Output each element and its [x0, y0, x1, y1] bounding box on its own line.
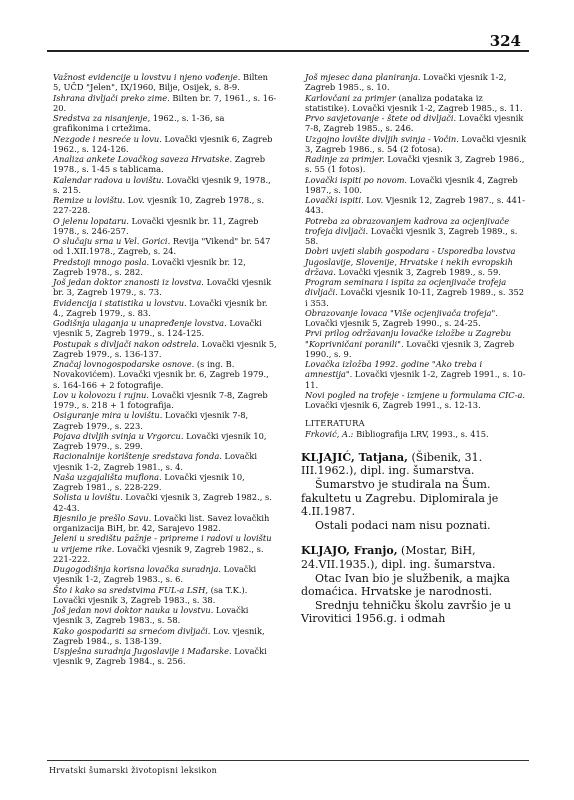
bibliography-entry — [49, 605, 277, 626]
entry-title: Nezgode i nesreće u lovu. — [53, 133, 162, 144]
page-number: 324 — [489, 32, 521, 50]
entry-title: Još mjesec dana planiranja. — [305, 72, 421, 82]
entry-source: Zagreb 1978., s. 1-45 s tablicama. — [53, 154, 266, 175]
bibliography-entry — [49, 93, 277, 114]
entry-title: Racionalnije korištenje sredstava fonda. — [53, 451, 222, 462]
entry-source: Lovački vjesnik 7-8, Zagreb 1979., s. 218 + 1 fotografija. — [53, 389, 268, 410]
entry-source: Lovački vjesnik 3, Zagreb 1986., s. 55 (1 fotos). — [305, 154, 525, 175]
bibliography-entry — [301, 246, 529, 277]
entry-title: Važnost evidencije u lovstvu i njeno vođenje. — [53, 72, 241, 82]
entry-source: Lov. vjesnik 10, Zagreb 1978., s. 227-228. — [53, 195, 264, 216]
entry-title: Radinje za primjer. — [305, 154, 385, 164]
entry-title: Postupak s divljači nakon odstrela. — [53, 338, 200, 349]
entry-title: Lovačka izložba 1992. godine "Ako treba i amnestija". — [305, 359, 483, 380]
bio-name: KLJAJO, Franjo, — [301, 544, 398, 558]
literature-author: Frković, A.: — [305, 428, 354, 439]
bibliography-entry — [49, 175, 277, 196]
entry-source: Lovački vjesnik br. 3, Zagreb 1979., s. 73. — [53, 277, 272, 298]
right-column — [301, 72, 529, 626]
entry-title: Karlovčani za primjer — [305, 92, 396, 103]
entry-title: Prvo savjetovanje - štete od divljači. — [305, 113, 457, 123]
entry-source: Lovački vjesnik 3, Zagreb 1982., s. 42-43. — [53, 492, 272, 513]
bibliography-entry — [49, 564, 277, 585]
entry-source: Lovački vjesnik 7-8, Zagreb 1985., s. 246. — [305, 113, 524, 134]
bibliography-entry — [301, 277, 529, 308]
entry-source: (s ing. B. Novakovićem). Lovački vjesnik br. 6, Zagreb 1979., s. 164-166 + 2 fotografije. — [53, 359, 269, 390]
bibliography-entry — [49, 216, 277, 237]
bibliography-entry — [301, 154, 529, 175]
bibliography-entry — [49, 513, 277, 534]
bibliography-entry — [301, 134, 529, 155]
entry-title: Godišnja ulaganja u unapređenje lovstva. — [53, 318, 227, 328]
biography-kljajic — [301, 451, 529, 533]
entry-source: Lovački vjesnik 1-2, Zagreb 1983., s. 6. — [53, 564, 257, 585]
entry-source: Lovački vjesnik 9, Zagreb 1984., s. 256. — [53, 646, 267, 667]
entry-title: Uzgojno lovište divljih svinja - Vočin. — [305, 133, 459, 144]
entry-title: Evidencija i statistika u lovstvu. — [53, 297, 187, 308]
bibliography-entry — [49, 451, 277, 472]
entry-title: Još jedan doktor znanosti iz lovstva. — [53, 277, 204, 287]
entry-source: 1962., s. 1-36, sa grafikonima i crtežima. — [53, 113, 225, 134]
right-bibliography-list — [301, 72, 529, 410]
entry-source: Lovački vjesnik 10, Zagreb 1981., s. 228-229. — [53, 471, 245, 492]
entry-title: Remize u lovištu. — [53, 195, 126, 205]
bibliography-entry — [49, 195, 277, 216]
entry-title: Lovački ispiti po novom. — [305, 174, 408, 185]
bibliography-entry — [49, 298, 277, 319]
entry-title: Uspješna suradnja Jugoslavije i Mađarske. — [53, 646, 232, 656]
entry-source: Lovački vjesnik 10, Zagreb 1979., s. 299. — [53, 430, 267, 451]
entry-source: Lovački vjesnik 3, Zagreb 1983., s. 58. — [53, 605, 249, 626]
entry-title: Još jedan novi doktor nauka u lovstvu. — [53, 605, 214, 615]
biography-kljajo — [301, 544, 529, 626]
entry-source: Lovački vjesnik 10-11, Zagreb 1989., s. 352 i 353. — [305, 287, 525, 308]
entry-title: Lovački ispiti. — [305, 195, 364, 205]
entry-source: Bilten 5, UČD "Jelen", IX/1960, Bilje, Osijek, s. 8-9. — [53, 72, 269, 93]
entry-source: Lovački vjesnik 6, Zagreb 1962., s. 124-126. — [53, 133, 273, 154]
entry-title: Solista u lovištu. — [53, 492, 123, 503]
literature-section — [301, 418, 529, 439]
bibliography-entry — [49, 585, 277, 606]
bio-header — [301, 544, 529, 571]
bibliography-entry — [301, 216, 529, 247]
footer-rule — [47, 760, 529, 761]
bibliography-entry — [49, 339, 277, 360]
bibliography-entry — [49, 257, 277, 278]
bibliography-entry — [301, 72, 529, 93]
footer-title: Hrvatski šumarski životopisni leksikon — [49, 766, 218, 775]
bio-name: KLJAJIĆ, Tatjana, — [301, 450, 409, 464]
entry-source: Lovački vjesnik 4, Zagreb 1987., s. 100. — [305, 174, 518, 195]
bibliography-entry — [301, 195, 529, 216]
literature-heading: LITERATURA — [305, 418, 365, 429]
entry-source: Lovački vjesnik br. 11, Zagreb 1978., s. 246-257. — [53, 215, 259, 236]
entry-title: Što i kako sa sredstvima FUL-a LSH, — [53, 584, 208, 595]
entry-title: Značaj lovnogospodarske osnove. — [53, 359, 195, 369]
entry-source: Lovački vjesnik 3, Zagreb 1989., s. 59. — [335, 266, 501, 277]
entry-source: Lovački vjesnik 7-8, Zagreb 1979., s. 223. — [53, 410, 249, 431]
entry-title: Bjesnilo je prešlo Savu. — [53, 512, 152, 523]
entry-source: Lovački vjesnik 1-2, Zagreb 1981., s. 4. — [53, 451, 258, 472]
bibliography-entry — [301, 328, 529, 359]
bibliography-entry — [49, 113, 277, 134]
entry-source: Revija "Vikend" br. 547 od 1.XII.1978., Zagreb, s. 24. — [53, 236, 271, 257]
entry-title: Prvi prilog održavanju lovačke izložbe u Zagrebu "Koprivničani poranili". — [305, 328, 512, 349]
bibliography-entry — [49, 318, 277, 339]
entry-source: Lovački vjesnik 1-2, Zagreb 1991., s. 10-11. — [305, 369, 526, 390]
entry-source: (sa T.K.). Lovački vjesnik 3, Zagreb 1983., s. 38. — [53, 584, 248, 605]
entry-source: Lovački vjesnik 3, Zagreb 1986., s. 54 (2 fotosa). — [305, 133, 527, 154]
bibliography-entry — [301, 93, 529, 114]
entry-title: Lov u kolovozu i rujnu. — [53, 389, 150, 400]
entry-title: Osiguranje mira u lovištu. — [53, 410, 163, 421]
bibliography-entry — [301, 175, 529, 196]
literature-text: Bibliografija LRV, 1993., s. 415. — [353, 428, 489, 439]
entry-title: Jeleni u središtu pažnje - pripreme i radovi u lovištu u vrijeme rike. — [53, 533, 272, 554]
entry-title: Analiza ankete Lovačkog saveza Hrvatske. — [53, 154, 233, 164]
entry-title: Potreba za obrazovanjem kadrova za ocjenjivače trofeja divljači. — [305, 215, 510, 236]
entry-title: Kalendar radova u lovištu. — [53, 174, 164, 185]
entry-title: Dugogodišnja korisna lovačka suradnja. — [53, 564, 222, 574]
bio-line: (Šibenik, 31. III.1962.), dipl. ing. šumarstva. — [301, 450, 483, 478]
entry-source: Lovački vjesnik 3, Zagreb 1989., s. 58. — [305, 225, 518, 246]
bio-paragraph: Šumarstvo je studirala na Šum. fakultetu u Zagrebu. Diplomirala je 4.II.1987. — [301, 477, 499, 519]
bibliography-entry — [49, 492, 277, 513]
entry-source: Lovački vjesnik 5, Zagreb 1990., s. 24-25. — [305, 318, 481, 328]
entry-title: Naša uzgajališta muflona. — [53, 471, 162, 482]
entry-title: Sredstva za nisanjenje, — [53, 113, 151, 123]
entry-source: Lovački vjesnik 5, Zagreb 1979., s. 136-137. — [53, 338, 277, 359]
bibliography-entry — [49, 410, 277, 431]
entry-title: O slučaju srna u Vel. Gorici. — [53, 236, 171, 246]
entry-title: O jelenu lopataru. — [53, 215, 129, 226]
entry-title: Predstoji mnogo posla. — [53, 256, 150, 267]
header-rule — [47, 50, 529, 52]
bio-line: (Mostar, BiH, 24.VII.1935.), dipl. ing. šumarstva. — [301, 544, 496, 571]
bibliography-entry — [49, 154, 277, 175]
bibliography-entry — [301, 113, 529, 134]
entry-title: Kako gospodariti sa srnećom divljači. — [53, 625, 211, 636]
literature-entry — [305, 429, 529, 439]
bibliography-entry — [49, 277, 277, 298]
entry-title: Pojava divljih svinja u Vrgorcu. — [53, 430, 184, 441]
entry-title: Ishrana divljači preko zime. — [53, 92, 170, 103]
entry-source: Lovački vjesnik 5, Zagreb 1979., s. 124-125. — [53, 318, 262, 339]
bibliography-entry — [49, 72, 277, 93]
bibliography-entry — [49, 626, 277, 647]
bibliography-entry — [49, 472, 277, 493]
bibliography-entry — [49, 236, 277, 257]
bibliography-entry — [49, 646, 277, 667]
entry-source: Lov. vjesnik, Zagreb 1984., s. 138-139. — [53, 625, 265, 646]
entry-title: Dobri uvjeti slabih gospodara - Usporedba lovstva Jugoslavije, Slovenije, Hrvatske i nekih evropskih država. — [305, 246, 516, 277]
entry-source: Lovački vjesnik br. 12, Zagreb 1978., s. 282. — [53, 256, 246, 277]
entry-source: (analiza podataka iz statistike). Lovački vjesnik 1-2, Zagreb 1985., s. 11. — [305, 92, 523, 113]
bibliography-entry — [49, 359, 277, 390]
entry-source: Lovački list. Savez lovačkih organizacija BiH, br. 42, Sarajevo 1982. — [53, 512, 270, 533]
bibliography-entry — [301, 390, 529, 411]
bio-paragraph: Srednju tehničku školu završio je u Virovitici 1956.g. i odmah — [301, 598, 512, 626]
entry-source: Lovački vjesnik 9, Zagreb 1982., s. 221-222. — [53, 543, 264, 564]
entry-title: Obrazovanje lovaca "Više ocjenjivača trofeja". — [305, 307, 498, 318]
entry-title: Program seminara i ispita za ocjenjivače trofeja divljači. — [305, 277, 507, 298]
bibliography-entry — [301, 359, 529, 390]
bibliography-entry — [49, 390, 277, 411]
bio-paragraph: Otac Ivan bio je službenik, a majka domaćica. Hrvatske je narodnosti. — [301, 571, 510, 599]
bio-header — [301, 451, 529, 478]
entry-source: Lovački vjesnik 3, Zagreb 1990., s. 9. — [305, 338, 515, 359]
bibliography-entry — [49, 134, 277, 155]
bibliography-entry — [49, 533, 277, 564]
entry-source: Bilten br. 7, 1961., s. 16-20. — [53, 92, 277, 113]
left-column — [49, 72, 277, 667]
entry-title: Novi pogled na trofeje - izmjene u formulama CIC-a. — [305, 389, 526, 400]
bio-paragraph: Ostali podaci nam nisu poznati. — [315, 518, 491, 532]
bibliography-entry — [301, 308, 529, 329]
bibliography-entry — [49, 431, 277, 452]
entry-source: Lov. Vjesnik 12, Zagreb 1987., s. 441-443. — [305, 195, 526, 216]
entry-source: Lovački vjesnik br. 4., Zagreb 1979., s. 83. — [53, 297, 268, 318]
entry-source: Lovački vjesnik 9, 1978., s. 215. — [53, 174, 271, 195]
entry-source: Lovački vjesnik 6, Zagreb 1991., s. 12-13. — [305, 400, 481, 410]
entry-source: Lovački vjesnik 1-2, Zagreb 1985., s. 10. — [305, 72, 507, 93]
